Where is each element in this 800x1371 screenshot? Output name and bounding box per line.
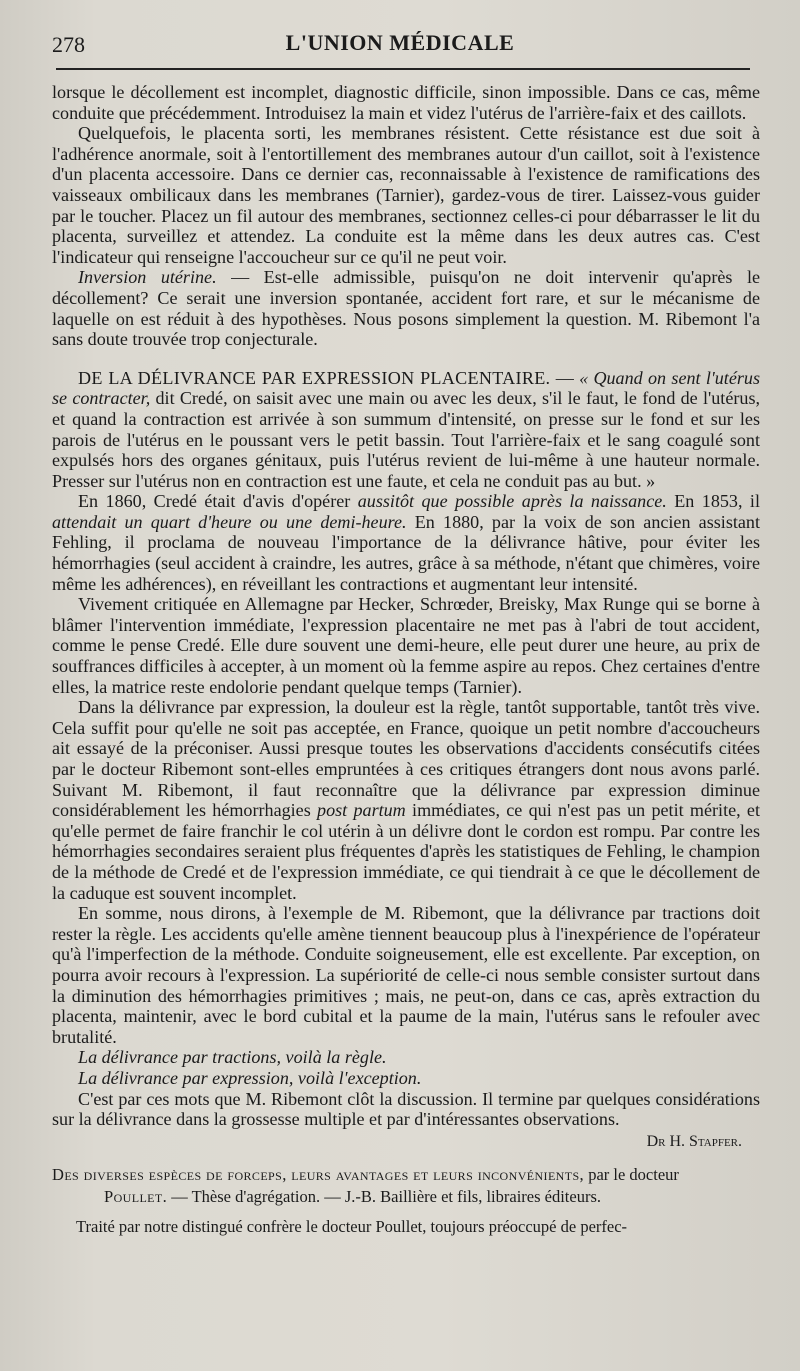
- review-line-2: [52, 1186, 760, 1208]
- review-publisher: — Thèse d'agrégation. — J.-B. Baillière et fils, libraires éditeurs.: [167, 1187, 601, 1207]
- text-run: immédiates, ce qui n'est pas un petit mérite, et qu'elle permet de faire franchir le col utérin à un délivre dont le cordon est rompu. Par contre les hémorrhagies secondaires seraient plus fréquentes d'après les statistiques de Fehling, le champion de la méthode de Credé et de l'expression immédiate, ce qui tiendrait à ce que le décollement de la caduque est souvent incomplet.: [52, 800, 760, 903]
- credé-quote-italic: « Quand on sent l'utérus se contracter,: [52, 367, 760, 409]
- review-by: par le docteur: [584, 1165, 679, 1185]
- paragraph: lorsque le décollement est incomplet, diagnostic difficile, sinon impossible. Dans ce cas, même conduite que précédemment. Introduisez la main et videz l'utérus de l'arrière-faix et des caillots.: [52, 82, 760, 123]
- paragraph: Vivement critiquée en Allemagne par Hecker, Schrœder, Breisky, Max Runge qui se borne à blâmer l'intervention immédiate, l'expression placentaire ne met pas à l'abri de tout accident, comme le pense Credé. Elle dure souvent une demi-heure, elle peut durer une heure, au prix de souffrances difficiles à accepter, à un moment où la femme aspire au repos. Chez certaines d'entre elles, la matrice reste endolorie pendant quelque temps (Tarnier).: [52, 594, 760, 697]
- credé-quote-text: dit Credé, on saisit avec une main ou avec les deux, s'il le faut, le fond de l'utérus, et quand la contraction est arrivée à son summum d'intensité, on presse sur le fond et sur les parois de l'utérus en le poussant vers le petit bassin. Tout l'arrière-faix et le sang coagulé sont expulsés hors des organes génitaux, puis l'utérus revient de lui-même à une hauteur normale. Presser sur l'utérus non en contraction est une faute, et cela ne conduit pas au but. »: [52, 388, 761, 491]
- article-body: [52, 82, 760, 1238]
- journal-title: L'UNION MÉDICALE: [285, 30, 515, 55]
- book-review: [52, 1164, 760, 1238]
- paragraph-inversion: [52, 267, 760, 349]
- text-run: Dans la délivrance par expression, la douleur est la règle, tantôt supportable, tantôt très vive. Cela suffit pour qu'elle ne soit pas acceptée, en France, quoique un petit nombre d'accoucheurs ait essayé de la préconiser. Aussi presque toutes les observations d'accidents consécutifs citées par le docteur Ribemont sont-elles empruntées à ces critiques étrangers dont nous avons parlé. Suivant M. Ribemont, il faut reconnaître que la délivrance par expression diminue considérablement les hémorrhagies: [52, 697, 760, 821]
- text-run: En 1860, Credé était d'avis d'opérer: [78, 491, 358, 512]
- italic-run: aussitôt que possible après la naissance.: [357, 491, 667, 512]
- inversion-text: — Est-elle admissible, puisqu'on ne doit intervenir qu'après le décollement? Ce serait une inversion spontanée, accident fort rare, et sur le mécanisme de laquelle on est réduit à des hypothèses. Nous posons simplement la question. M. Ribemont l'a sans doute trouvée trop conjecturale.: [52, 267, 760, 350]
- paragraph: En somme, nous dirons, à l'exemple de M. Ribemont, que la délivrance par tractions doit rester la règle. Les accidents qu'elle amène tiennent beaucoup plus à l'inexpérience de l'opérateur qu'à l'imperfection de la méthode. Conduite soigneusement, elle est excellente. Par exception, on pourra avoir recours à l'expression. La supériorité de celle-ci nous semble consister surtout dans la diminution des hémorrhagies primitives ; mais, ne peut-on, dans ce cas, après extraction du placenta, maintenir, avec le bord cubital et la paume de la main, l'utérus sans le refouler avec brutalité.: [52, 903, 760, 1047]
- review-author: Poullet.: [104, 1187, 168, 1207]
- section-heading: DE LA DÉLIVRANCE PAR EXPRESSION PLACENTAIRE.: [78, 367, 551, 388]
- signature: Dr H. Stapfer.: [646, 1132, 742, 1150]
- review-line-3: Traité par notre distingué confrère le docteur Poullet, toujours préoccupé de perfec-: [76, 1217, 628, 1237]
- paragraph-expression: DE LA DÉLIVRANCE PAR EXPRESSION PLACENTAIRE. — « Quand on sent l'utérus se contracter, dit Credé, on saisit avec une main ou avec les deux, s'il le faut, le fond de l'utérus, et quand la contraction est arrivée à son summum d'intensité, on presse sur le fond et sur les parois de l'utérus en le poussant vers le petit bassin. Tout l'arrière-faix et le sang coagulé sont expulsés hors des organes génitaux, puis l'utérus revient de lui-même à une hauteur normale. Presser sur l'utérus non en contraction est une faute, et cela ne conduit pas au but. »: [52, 367, 761, 491]
- paragraph: Quelquefois, le placenta sorti, les membranes résistent. Cette résistance est due soit à l'adhérence anormale, soit à l'entortillement des membranes autour d'un caillot, soit à l'existence d'un placenta accessoire. Dans ce dernier cas, reconnaissable à l'existence de ramifications des vaisseaux ombilicaux dans les membranes (Tarnier), gardez-vous de tirer. Laissez-vous guider par le toucher. Placez un fil autour des membranes, sectionnez celles-ci pour débarrasser le lit du placenta, surveillez et attendez. La conduite est la même dans les deux autres cas. C'est l'indicateur qui renseigne l'accoucheur sur ce qu'il ne peut voir.: [52, 123, 760, 267]
- italic-run: attendait un quart d'heure ou une demi-heure.: [52, 511, 407, 532]
- running-header: [52, 30, 748, 64]
- maxim: La délivrance par tractions, voilà la règle.: [78, 1047, 387, 1068]
- page-number: 278: [52, 32, 85, 57]
- paragraph-douleur: [52, 697, 760, 903]
- paragraph-closing: C'est par ces mots que M. Ribemont clôt la discussion. Il termine par quelques considérations sur la délivrance dans la grossesse multiple et par d'intéressantes observations.: [52, 1088, 760, 1130]
- header-rule: [56, 68, 750, 70]
- inversion-title: Inversion utérine.: [78, 267, 217, 288]
- paragraph-credé-history: [52, 491, 760, 594]
- text-run: En 1880, par la voix de son ancien assistant Fehling, il proclama de nouveau l'importance de la délivrance hâtive, pour éviter les hémorrhagies (seul accident à craindre, les autres, grâce à sa méthode, n'étant que chimères, voire même les adhérences), en réveillant les contractions et augmentant leur intensité.: [52, 511, 760, 594]
- maxim: La délivrance par expression, voilà l'exception.: [78, 1067, 422, 1088]
- text-run: En 1853, il: [666, 491, 760, 512]
- italic-run: post partum: [317, 800, 406, 821]
- review-title: Des diverses espèces de forceps, leurs avantages et leurs inconvénients,: [52, 1165, 585, 1185]
- review-line-1: [52, 1164, 760, 1186]
